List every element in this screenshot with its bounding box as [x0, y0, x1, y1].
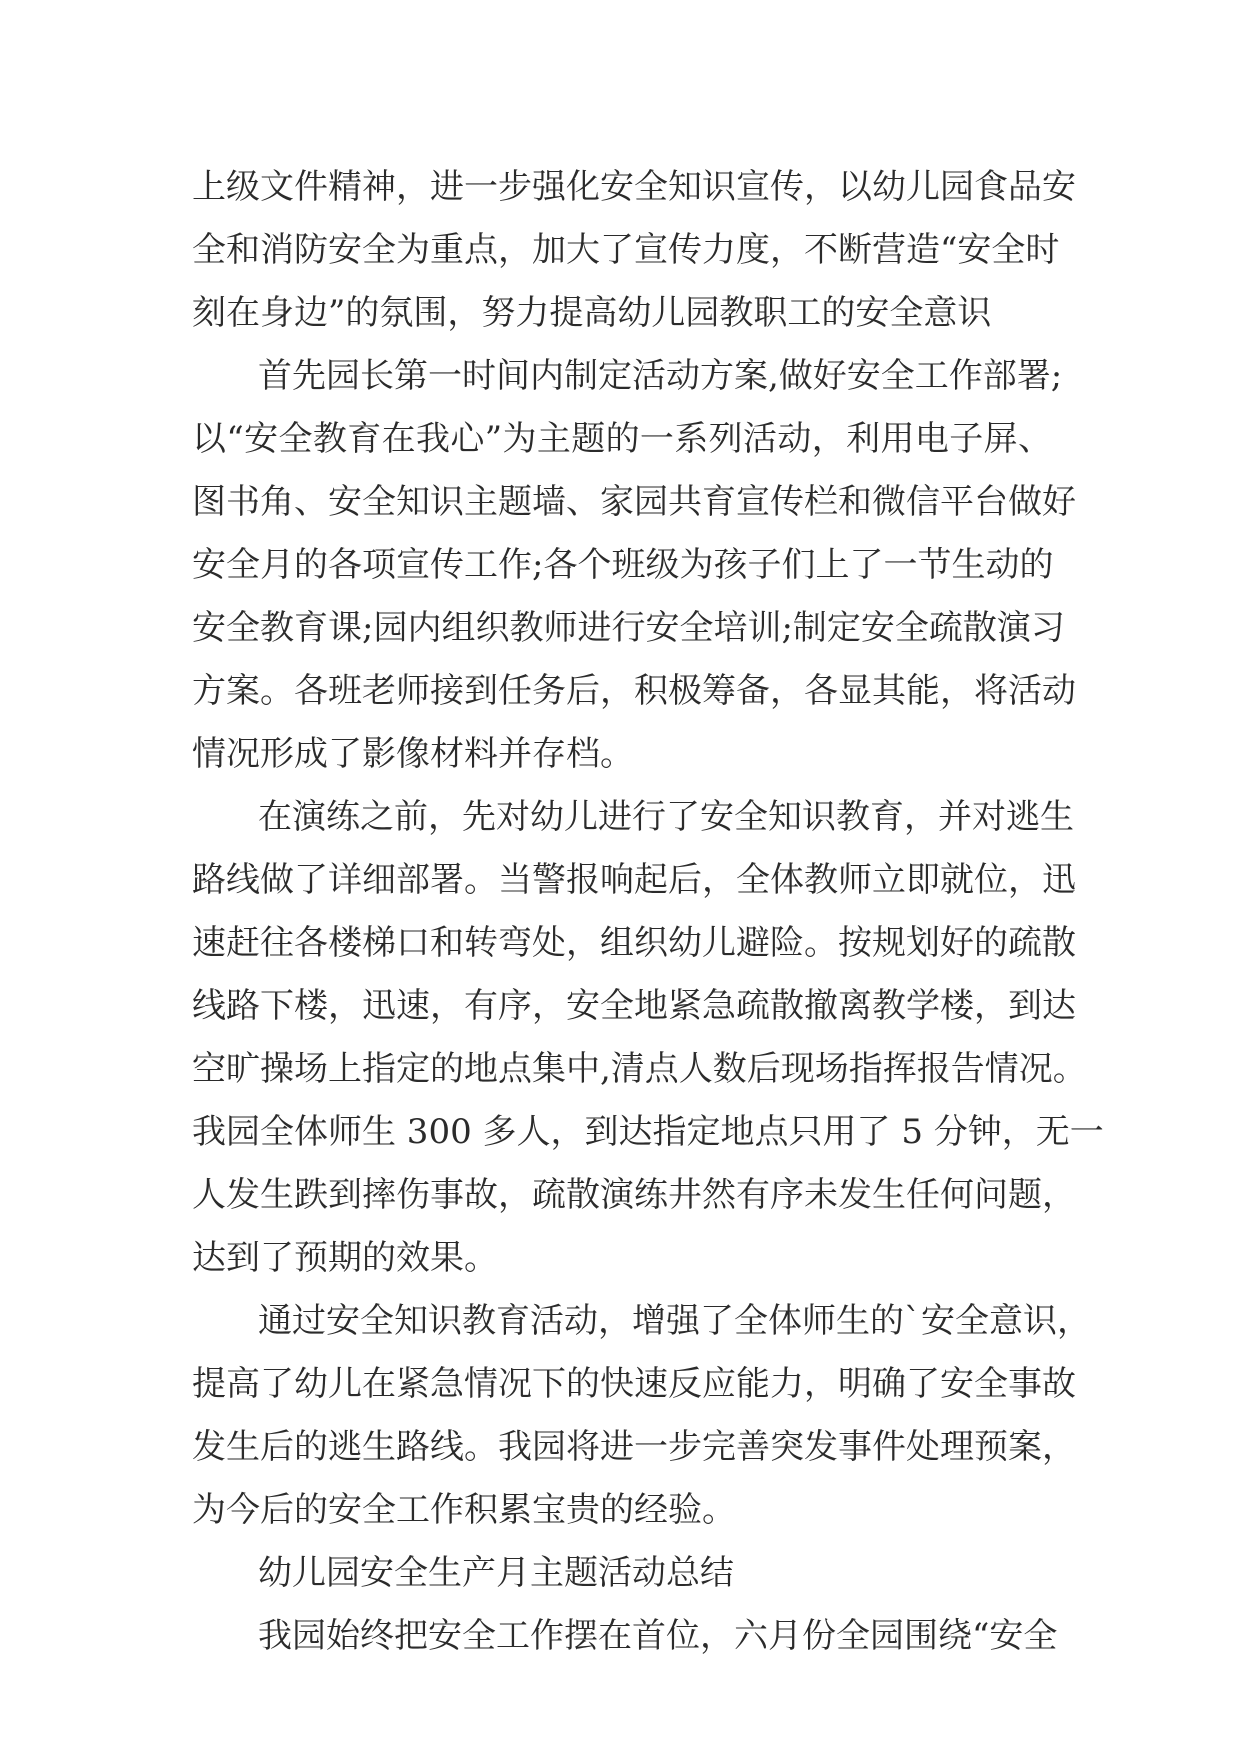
paragraph [192, 786, 1104, 1290]
text-line: 上级文件精神，进一步强化安全知识宣传，以幼儿园食品安 [192, 167, 1076, 207]
text-line: 提高了幼儿在紧急情况下的快速反应能力，明确了安全事故 [192, 1364, 1076, 1404]
paragraph [192, 156, 1076, 345]
text-line: 安全月的各项宣传工作;各个班级为孩子们上了一节生动的 [192, 545, 1054, 585]
text-line: 首先园长第一时间内制定活动方案,做好安全工作部署; [258, 356, 1063, 396]
text-line: 在演练之前，先对幼儿进行了安全知识教育，并对逃生 [258, 797, 1074, 837]
text-line: 通过安全知识教育活动，增强了全体师生的`安全意识， [258, 1301, 1091, 1341]
text-line: 情况形成了影像材料并存档。 [192, 734, 634, 774]
text-line: 我园全体师生 300 多人，到达指定地点只用了 5 分钟，无一 [192, 1112, 1104, 1152]
text-line: 线路下楼，迅速，有序，安全地紧急疏散撤离教学楼，到达 [192, 986, 1076, 1026]
text-line: 我园始终把安全工作摆在首位，六月份全园围绕“安全 [258, 1616, 1058, 1656]
text-line: 刻在身边”的氛围，努力提高幼儿园教职工的安全意识 [192, 293, 992, 333]
text-line: 以“安全教育在我心”为主题的一系列活动，利用电子屏、 [192, 419, 1052, 459]
text-line: 安全教育课;园内组织教师进行安全培训;制定安全疏散演习 [192, 608, 1065, 648]
text-line: 图书角、安全知识主题墙、家园共育宣传栏和微信平台做好 [192, 482, 1076, 522]
paragraph [192, 1290, 1091, 1542]
text-line: 幼儿园安全生产月主题活动总结 [258, 1553, 734, 1593]
text-line: 路线做了详细部署。当警报响起后，全体教师立即就位，迅 [192, 860, 1076, 900]
paragraph [192, 1605, 1058, 1668]
text-line: 为今后的安全工作积累宝贵的经验。 [192, 1490, 736, 1530]
text-line: 速赶往各楼梯口和转弯处，组织幼儿避险。按规划好的疏散 [192, 923, 1076, 963]
document-page [192, 156, 1104, 1668]
text-line: 全和消防安全为重点，加大了宣传力度，不断营造“安全时 [192, 230, 1060, 270]
text-line: 空旷操场上指定的地点集中,清点人数后现场指挥报告情况。 [192, 1049, 1087, 1089]
text-line: 方案。各班老师接到任务后，积极筹备，各显其能，将活动 [192, 671, 1076, 711]
text-line: 达到了预期的效果。 [192, 1238, 498, 1278]
section-title [192, 1542, 1052, 1605]
paragraph [192, 345, 1076, 786]
text-line: 人发生跌到摔伤事故，疏散演练井然有序未发生任何问题， [192, 1175, 1076, 1215]
text-line: 发生后的逃生路线。我园将进一步完善突发事件处理预案， [192, 1427, 1076, 1467]
